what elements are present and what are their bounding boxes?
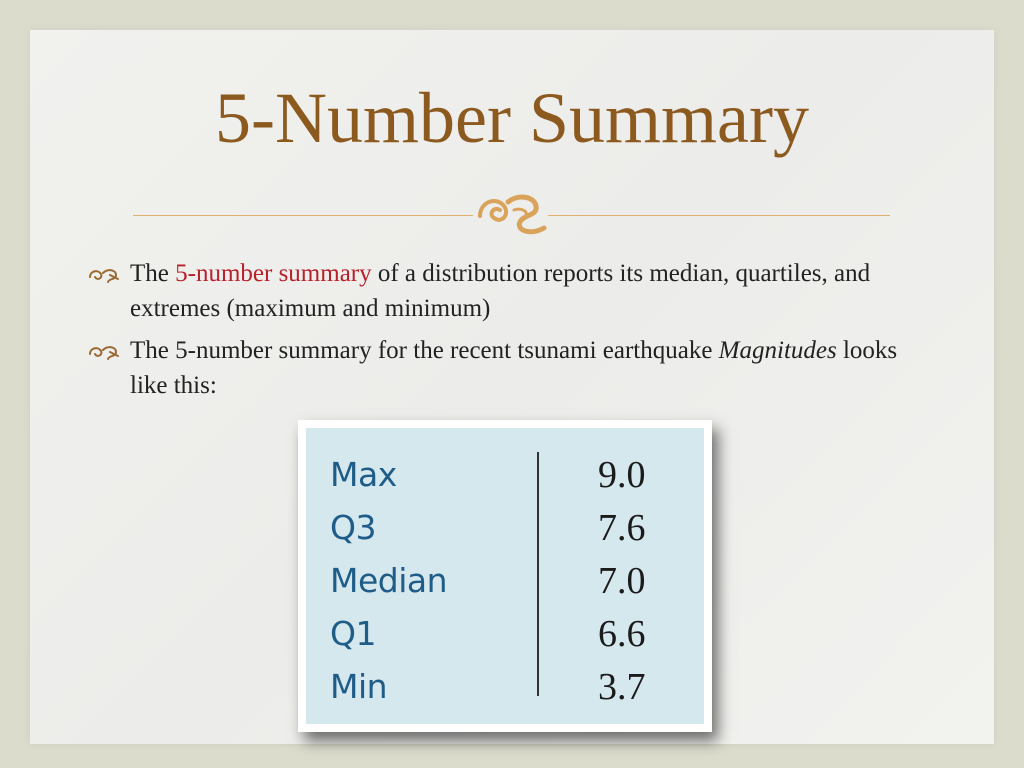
title-divider-right (548, 215, 890, 216)
summary-table (306, 428, 704, 724)
row-label: Q3 (330, 508, 376, 547)
leaf-bullet-icon (88, 267, 120, 283)
row-label: Max (330, 455, 397, 494)
bullet-item-definition (88, 256, 908, 326)
bullet-item-example (88, 333, 908, 403)
bullet-text-suffix: looks like this: (130, 337, 898, 399)
row-value: 3.7 (598, 666, 646, 708)
italic-term: Magnitudes (718, 337, 837, 364)
table-row-q1 (306, 607, 704, 661)
slide-title: 5-Number Summary (215, 78, 809, 158)
table-row-min (306, 660, 704, 714)
row-label: Min (330, 667, 388, 706)
bullet-text-prefix: The (130, 260, 176, 287)
row-value: 7.6 (598, 507, 646, 549)
row-label: Q1 (330, 614, 376, 653)
summary-table-card (298, 420, 712, 732)
table-row-median (306, 554, 704, 608)
bullet-list (88, 256, 908, 410)
highlight-term: 5-number summary (175, 260, 372, 287)
leaf-bullet-icon (88, 344, 120, 360)
row-value: 6.6 (598, 613, 646, 655)
bullet-text-prefix: The 5-number summary for the recent tsunami earthquake (130, 337, 719, 364)
bullet-text-suffix: of a distribution reports its median, quartiles, and extremes (maximum and minimum) (130, 260, 871, 322)
title-divider-left (133, 215, 473, 216)
scroll-ornament-icon (474, 188, 550, 238)
table-row-max (306, 448, 704, 502)
row-value: 9.0 (598, 454, 646, 496)
row-label: Median (330, 561, 448, 600)
table-row-q3 (306, 501, 704, 555)
row-value: 7.0 (598, 560, 646, 602)
